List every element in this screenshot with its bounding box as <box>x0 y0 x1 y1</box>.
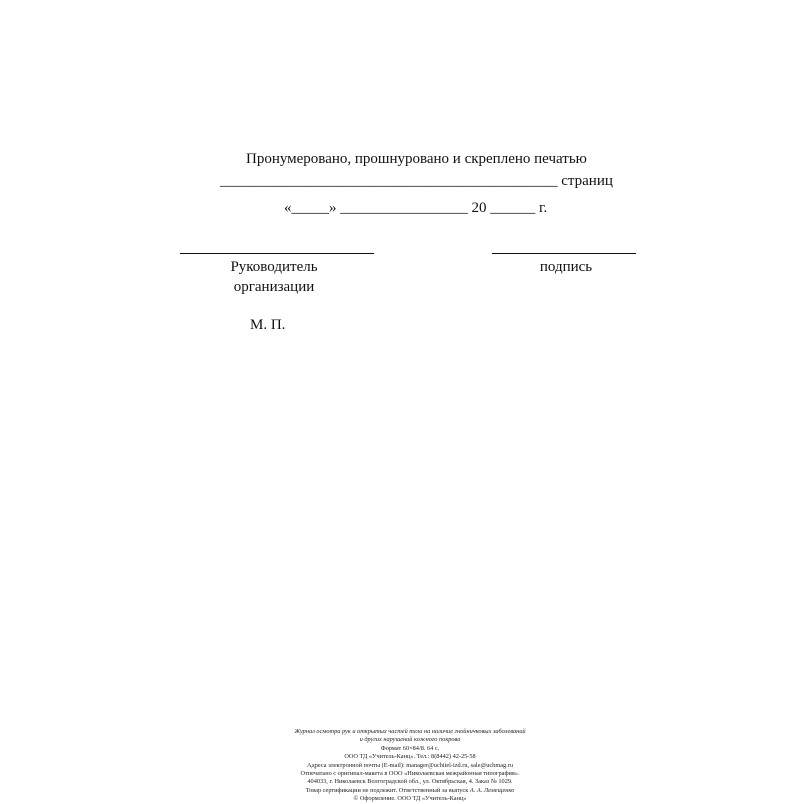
imprint-printed-by: Отпечатано с оригинал-макета в ООО «Николаевская межрайонная типография». <box>300 770 520 778</box>
stamp-place-label: М. П. <box>250 317 286 333</box>
certification-heading: Пронумеровано, прошнуровано и скреплено печатью <box>246 151 587 167</box>
imprint-responsible <box>240 787 580 795</box>
imprint-emails: Адреса электронной почты (E-mail): manager@uchitel-izd.ru, sale@uchmag.ru <box>307 761 513 769</box>
head-label-line1: Руководитель <box>230 259 318 275</box>
signature-label: подпись <box>539 259 593 275</box>
imprint-title-line1: Журнал осмотра рук и открытых частей тела на наличие гнойничковых заболеваний <box>294 728 526 735</box>
imprint-format: Формат 60×84/8. 64 с. <box>380 744 440 752</box>
pages-count-line: _____________________________________________ страниц <box>220 173 613 189</box>
publisher-imprint <box>240 728 580 804</box>
imprint-copyright: © Оформление. ООО ТД «Учитель-Канц» <box>353 795 467 803</box>
head-signature-line <box>180 253 374 254</box>
imprint-publisher-phone: ООО ТД «Учитель-Канц». Тел.: 8(8442) 42-25-58 <box>344 753 476 761</box>
head-of-organization-label <box>200 257 348 297</box>
imprint-responsible-prefix: Товар сертификации не подлежит. Ответственный за выпуск <box>305 786 469 794</box>
signature-line <box>492 253 636 254</box>
imprint-responsible-name: А. А. Лемещенко <box>469 786 515 794</box>
date-line: «_____» _________________ 20 ______ г. <box>284 200 548 216</box>
head-label-line2: организации <box>233 279 315 295</box>
imprint-title-line2: и других нарушений кожного покрова <box>359 736 461 744</box>
imprint-address-order: 404033, г. Николаевск Волгоградской обл., ул. Октябрьская, 4. Заказ № 1029. <box>307 778 513 786</box>
